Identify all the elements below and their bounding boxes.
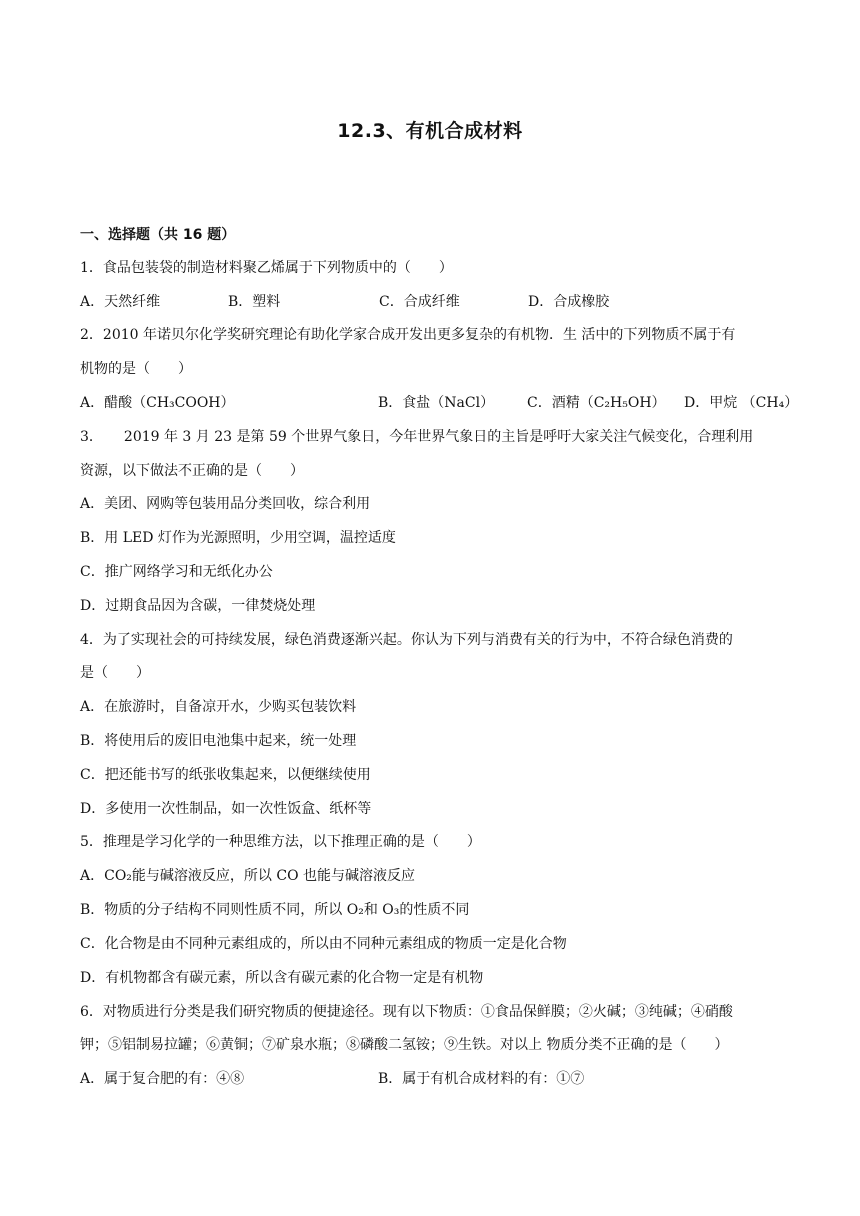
question-1-stem: 1．食品包装袋的制造材料聚乙烯属于下列物质中的（ ） xyxy=(80,260,453,276)
question-3-option-c: C．推广网络学习和无纸化办公 xyxy=(80,564,273,580)
option-a: A．天然纤维 xyxy=(80,294,161,310)
option-d: D．合成橡胶 xyxy=(528,294,610,310)
question-4-option-a: A．在旅游时，自备凉开水，少购买包装饮料 xyxy=(80,699,357,715)
question-2-stem-line-2: 机物的是（ ） xyxy=(80,361,192,377)
page-title: 12.3、有机合成材料 xyxy=(337,120,523,142)
option-b: B．塑料 xyxy=(228,294,281,310)
question-5-stem: 5．推理是学习化学的一种思维方法，以下推理正确的是（ ） xyxy=(80,834,481,850)
question-4-option-d: D．多使用一次性制品，如一次性饭盒、纸杯等 xyxy=(80,801,372,817)
question-6-stem-line-2: 钾；⑤铝制易拉罐；⑥黄铜；⑦矿泉水瓶；⑧磷酸二氢铵；⑨生铁。对以上 物质分类不正确的是（ ） xyxy=(80,1037,729,1053)
question-3-option-b: B．用 LED 灯作为光源照明，少用空调，温控适度 xyxy=(80,530,396,546)
question-5-option-c: C．化合物是由不同种元素组成的，所以由不同种元素组成的物质一定是化合物 xyxy=(80,936,567,952)
question-4-option-c: C．把还能书写的纸张收集起来，以便继续使用 xyxy=(80,767,371,783)
option-a: A．醋酸（CH₃COOH） xyxy=(80,395,235,411)
question-4-stem-line-1: 4．为了实现社会的可持续发展，绿色消费逐渐兴起。你认为下列与消费有关的行为中，不符合绿色消费的 xyxy=(80,632,733,648)
option-b: B．属于有机合成材料的有：①⑦ xyxy=(378,1071,585,1087)
question-5-option-b: B．物质的分子结构不同则性质不同，所以 O₂和 O₃的性质不同 xyxy=(80,902,470,918)
question-4-option-b: B．将使用后的废旧电池集中起来，统一处理 xyxy=(80,733,357,749)
question-3-option-a: A．美团、网购等包装用品分类回收，综合利用 xyxy=(80,496,371,512)
question-5-option-a: A．CO₂能与碱溶液反应，所以 CO 也能与碱溶液反应 xyxy=(80,868,416,884)
option-d: D．甲烷 （CH₄） xyxy=(684,395,799,411)
option-c: C．酒精（C₂H₅OH） xyxy=(527,395,666,411)
question-3-option-d: D．过期食品因为含碳，一律焚烧处理 xyxy=(80,598,316,614)
question-6-stem-line-1: 6．对物质进行分类是我们研究物质的便捷途径。现有以下物质：①食品保鲜膜；②火碱；③纯碱；④硝酸 xyxy=(80,1004,733,1020)
option-b: B．食盐（NaCl） xyxy=(378,395,495,411)
question-3-stem-line-1: 3． 2019 年 3 月 23 是第 59 个世界气象日，今年世界气象日的主旨是呼吁大家关注气候变化，合理利用 xyxy=(80,429,754,445)
question-3-stem-line-2: 资源，以下做法不正确的是（ ） xyxy=(80,463,304,479)
question-2-stem-line-1: 2．2010 年诺贝尔化学奖研究理论有助化学家合成开发出更多复杂的有机物．生 活中的下列物质不属于有 xyxy=(80,327,736,343)
option-c: C．合成纤维 xyxy=(379,294,460,310)
question-5-option-d: D．有机物都含有碳元素，所以含有碳元素的化合物一定是有机物 xyxy=(80,970,484,986)
option-a: A．属于复合肥的有：④⑧ xyxy=(80,1071,245,1087)
section-heading: 一、选择题（共 16 题） xyxy=(80,227,236,243)
question-4-stem-line-2: 是（ ） xyxy=(80,665,150,681)
